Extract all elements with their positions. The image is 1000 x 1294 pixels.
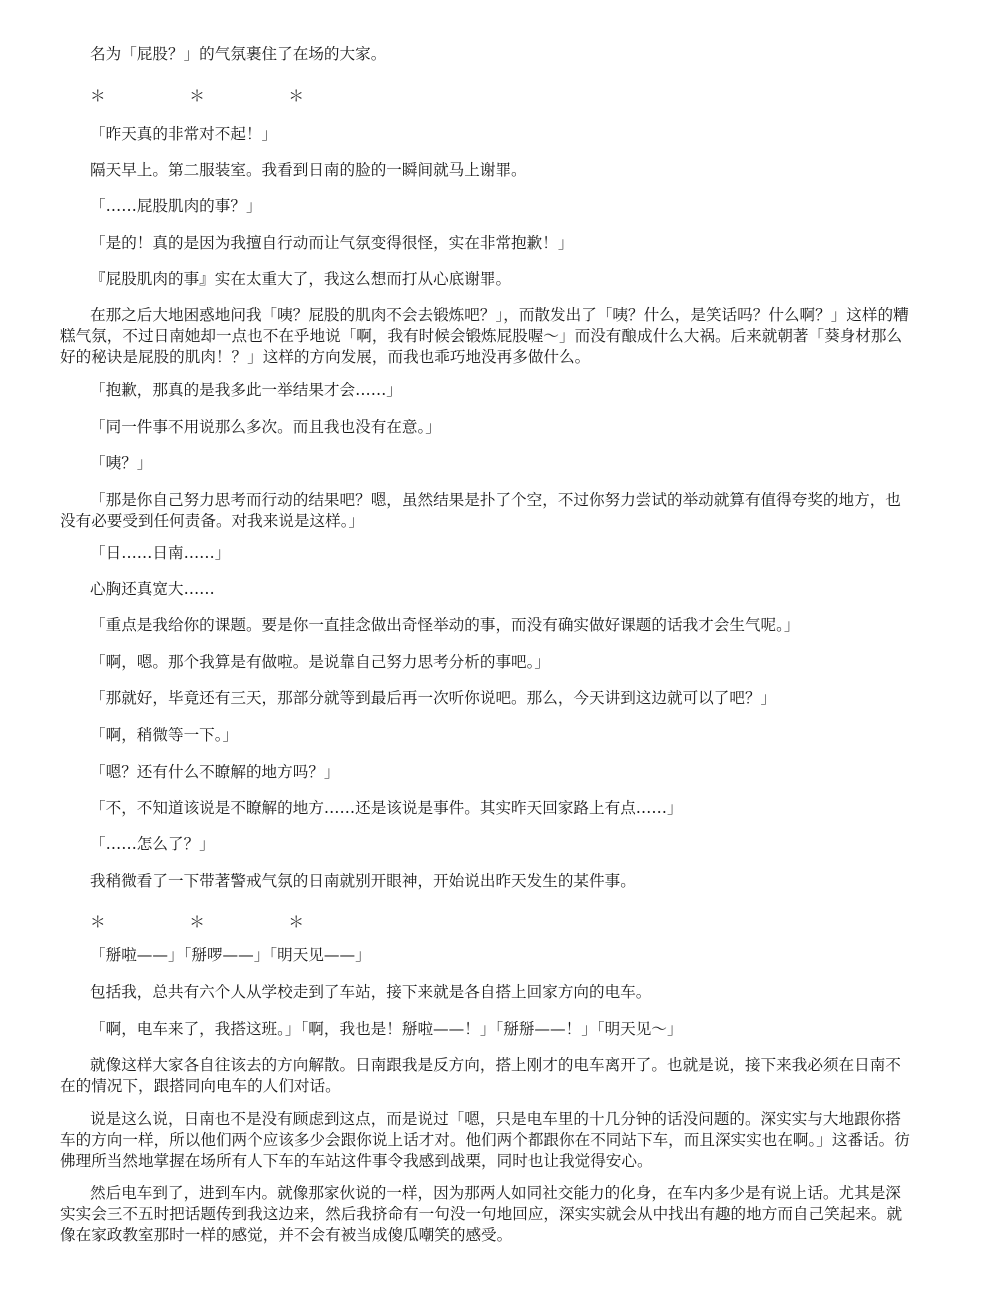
paragraph: 『屁股肌肉的事』实在太重大了，我这么想而打从心底谢罪。 <box>90 270 512 288</box>
paragraph: 「那是你自己努力思考而行动的结果吧？嗯，虽然结果是扑了个空，不过你努力尝试的举动就算有值得夸奖的地方，也没有必要受到任何责备。对我来说是这样。」 <box>60 491 901 530</box>
paragraph: 「掰啦——」「掰啰——」「明天见——」 <box>90 946 371 964</box>
scene-break: ＊ ＊ ＊ <box>90 913 338 931</box>
paragraph: 「啊，电车来了，我搭这班。」「啊，我也是！掰啦——！」「掰掰——！」「明天见～」 <box>90 1020 683 1038</box>
paragraph: 然后电车到了，进到车内。就像那家伙说的一样，因为那两人如同社交能力的化身，在车内多少是有说上话。尤其是深实实会三不五时把话题传到我这边来，然后我挤命有一句没一句地回应，深实实就会从中找出有趣的地方而自己笑起来。就像在家政教室那时一样的感觉，并不会有被当成傻瓜嘲笑的感受。 <box>60 1184 903 1244</box>
paragraph: 「那就好，毕竟还有三天，那部分就等到最后再一次听你说吧。那么，今天讲到这边就可以了吧？」 <box>90 689 777 707</box>
paragraph: 说是这么说，日南也不是没有顾虑到这点，而是说过「嗯，只是电车里的十几分钟的话没问题的。深实实与大地跟你搭车的方向一样，所以他们两个应该多少会跟你说上话才对。他们两个都跟你在不同站下车，而且深实实也在啊。」这番话。彷佛理所当然地掌握在场所有人下车的车站这件事令我感到战栗，同时也让我觉得安心。 <box>60 1110 910 1170</box>
paragraph: 「重点是我给你的课题。要是你一直挂念做出奇怪举动的事，而没有确实做好课题的话我才会生气呢。」 <box>90 616 800 634</box>
paragraph: 「同一件事不用说那么多次。而且我也没有在意。」 <box>90 418 441 436</box>
paragraph: 「啊，稍微等一下。」 <box>90 726 239 744</box>
paragraph: 「昨天真的非常对不起！」 <box>90 125 278 143</box>
paragraph: 包括我，总共有六个人从学校走到了车站，接下来就是各自搭上回家方向的电车。 <box>90 983 652 1001</box>
paragraph: 就像这样大家各自往该去的方向解散。日南跟我是反方向，搭上刚才的电车离开了。也就是说，接下来我必须在日南不在的情况下，跟搭同向电车的人们对话。 <box>60 1056 901 1095</box>
paragraph: 「不，不知道该说是不瞭解的地方……还是该说是事件。其实昨天回家路上有点……」 <box>90 799 683 817</box>
paragraph: 「……怎么了？」 <box>90 835 215 853</box>
paragraph: 我稍微看了一下带著警戒气氛的日南就别开眼神，开始说出昨天发生的某件事。 <box>90 872 636 890</box>
paragraph: 名为「屁股？」的气氛裹住了在场的大家。 <box>90 45 387 63</box>
paragraph: 在那之后大地困惑地问我「咦？屁股的肌肉不会去锻炼吧？」，而散发出了「咦？什么，是笑话吗？什么啊？」这样的糟糕气氛，不过日南她却一点也不在乎地说「啊，我有时候会锻炼屁股喔～」而没有酿成什么大祸。后来就朝著「葵身材那么好的秘诀是屁股的肌肉！？」这样的方向发展，而我也乖巧地没再多做什么。 <box>60 306 909 366</box>
paragraph: 「……屁股肌肉的事？」 <box>90 197 262 215</box>
paragraph: 「抱歉，那真的是我多此一举结果才会……」 <box>90 381 402 399</box>
scene-break: ＊ ＊ ＊ <box>90 87 338 105</box>
paragraph: 「是的！真的是因为我擅自行动而让气氛变得很怪，实在非常抱歉！」 <box>90 234 574 252</box>
paragraph: 「咦？」 <box>90 454 153 472</box>
paragraph: 「嗯？还有什么不瞭解的地方吗？」 <box>90 763 340 781</box>
paragraph: 心胸还真宽大…… <box>90 580 215 598</box>
paragraph: 「啊，嗯。那个我算是有做啦。是说靠自己努力思考分析的事吧。」 <box>90 653 551 671</box>
paragraph: 隔天早上。第二服装室。我看到日南的脸的一瞬间就马上谢罪。 <box>90 161 527 179</box>
paragraph: 「日……日南……」 <box>90 544 231 562</box>
